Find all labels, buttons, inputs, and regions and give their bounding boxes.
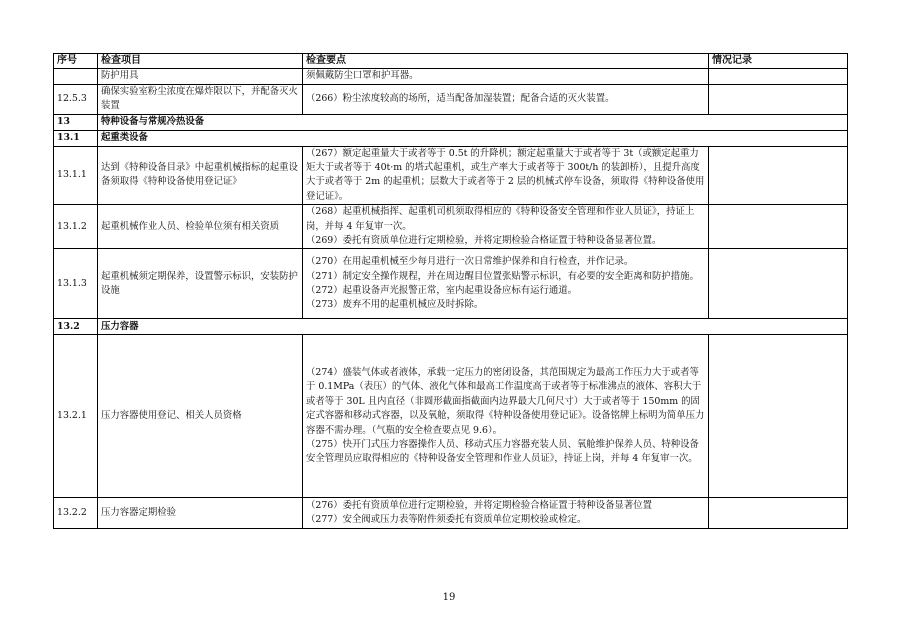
record-cell	[709, 205, 848, 249]
check-item: 达到《特种设备目录》中起重机械指标的起重设备须取得《特种设备使用登记证》	[98, 146, 303, 205]
check-points	[303, 146, 709, 205]
item-number: 12.5.3	[54, 84, 98, 114]
check-item: 确保实验室粉尘浓度在爆炸限以下，并配备灭火装置	[98, 84, 303, 114]
check-point: （271）制定安全操作规程，并在周边醒目位置张贴警示标识，有必要的安全距离和防护措施。	[306, 270, 699, 282]
check-point: （267）额定起重量大于或者等于 0.5t 的升降机；额定起重量大于或者等于 3t（或额定起重力矩大于或者等于 40t·m 的塔式起重机，或生产率大于或者等于 300t/h 的装卸桥），且提升高度大于或者等于 2m 的起重机；层数大于或者等于 2 层的机械式停车设备，须取得《特种设备使用登记证》。	[306, 147, 705, 202]
section-title: 特种设备与常规冷热设备	[98, 114, 848, 130]
table-header-row	[54, 54, 848, 69]
table-row	[54, 335, 848, 498]
check-point: （276）委托有资质单位进行定期检验，并将定期检验合格证置于特种设备显著位置	[306, 500, 653, 512]
section-title: 压力容器	[98, 319, 848, 335]
check-point: （273）废弃不用的起重机械应及时拆除。	[306, 299, 484, 311]
check-point: （266）粉尘浓度较高的场所，适当配备加湿装置；配备合适的灭火装置。	[306, 93, 615, 105]
table-row	[54, 69, 848, 84]
section-row	[54, 319, 848, 335]
item-number: 13.1.1	[54, 146, 98, 205]
record-cell	[709, 69, 848, 84]
inspection-table	[53, 53, 848, 529]
record-cell	[709, 249, 848, 319]
check-points	[303, 205, 709, 249]
header-record: 情况记录	[709, 54, 848, 69]
check-point: （269）委托有资质单位进行定期检验，并将定期检验合格证置于特种设备显著位置。	[306, 235, 662, 247]
item-number: 13.2.2	[54, 498, 98, 529]
check-point: （268）起重机械指挥、起重机司机须取得相应的《特种设备安全管理和作业人员证》，持证上岗，并每 4 年复审一次。	[306, 206, 695, 232]
check-point: （270）在用起重机械至少每月进行一次日常维护保养和自行检查，并作记录。	[306, 256, 634, 268]
check-item: 压力容器定期检验	[98, 498, 303, 529]
item-number	[54, 69, 98, 84]
record-cell	[709, 498, 848, 529]
section-row	[54, 114, 848, 130]
item-number: 13.1.2	[54, 205, 98, 249]
record-cell	[709, 84, 848, 114]
check-points	[303, 335, 709, 498]
section-row	[54, 130, 848, 146]
header-item: 检查项目	[98, 54, 303, 69]
record-cell	[709, 335, 848, 498]
check-point: （275）快开门式压力容器操作人员、移动式压力容器充装人员、氧舱维护保养人员、特种设备安全管理员应取得相应的《特种设备安全管理和作业人员证》，持证上岗，并每 4 年复审一次。	[306, 439, 699, 465]
section-number: 13	[54, 114, 98, 130]
check-point: （274）盛装气体或者液体，承载一定压力的密闭设备，其范围规定为最高工作压力大于或者等于 0.1MPa（表压）的气体、液化气体和最高工作温度高于或者等于标准沸点的液体、容积大于或者等于 30L 且内直径（非圆形截面指截面内边界最大几何尺寸）大于或者等于 150mm 的固定式容器和移动式容器，以及氧舱，须取得《特种设备使用登记证》。设备铭牌上标明为简单压力容器不需办理。（气瓶的安全检查要点见 9.6）。	[306, 367, 705, 436]
header-points: 检查要点	[303, 54, 709, 69]
table-row	[54, 249, 848, 319]
record-cell	[709, 146, 848, 205]
table-row	[54, 146, 848, 205]
check-item: 起重机械须定期保养，设置警示标识，安装防护设施	[98, 249, 303, 319]
page-number: 19	[442, 592, 456, 603]
check-points	[303, 84, 709, 114]
check-item: 压力容器使用登记、相关人员资格	[98, 335, 303, 498]
item-number: 13.2.1	[54, 335, 98, 498]
check-points	[303, 69, 709, 84]
table-row	[54, 498, 848, 529]
check-item: 起重机械作业人员、检验单位须有相关资质	[98, 205, 303, 249]
table-row	[54, 205, 848, 249]
check-point: 须佩戴防尘口罩和护耳器。	[306, 70, 419, 82]
check-item: 防护用具	[98, 69, 303, 84]
check-point: （272）起重设备声光报警正常，室内起重设备应标有运行通道。	[306, 284, 578, 296]
table-row	[54, 84, 848, 114]
section-number: 13.1	[54, 130, 98, 146]
item-number: 13.1.3	[54, 249, 98, 319]
check-point: （277）安全阀或压力表等附件须委托有资质单位定期校验或检定。	[306, 514, 587, 526]
section-title: 起重类设备	[98, 130, 848, 146]
check-points	[303, 249, 709, 319]
check-points	[303, 498, 709, 529]
section-number: 13.2	[54, 319, 98, 335]
header-no: 序号	[54, 54, 98, 69]
